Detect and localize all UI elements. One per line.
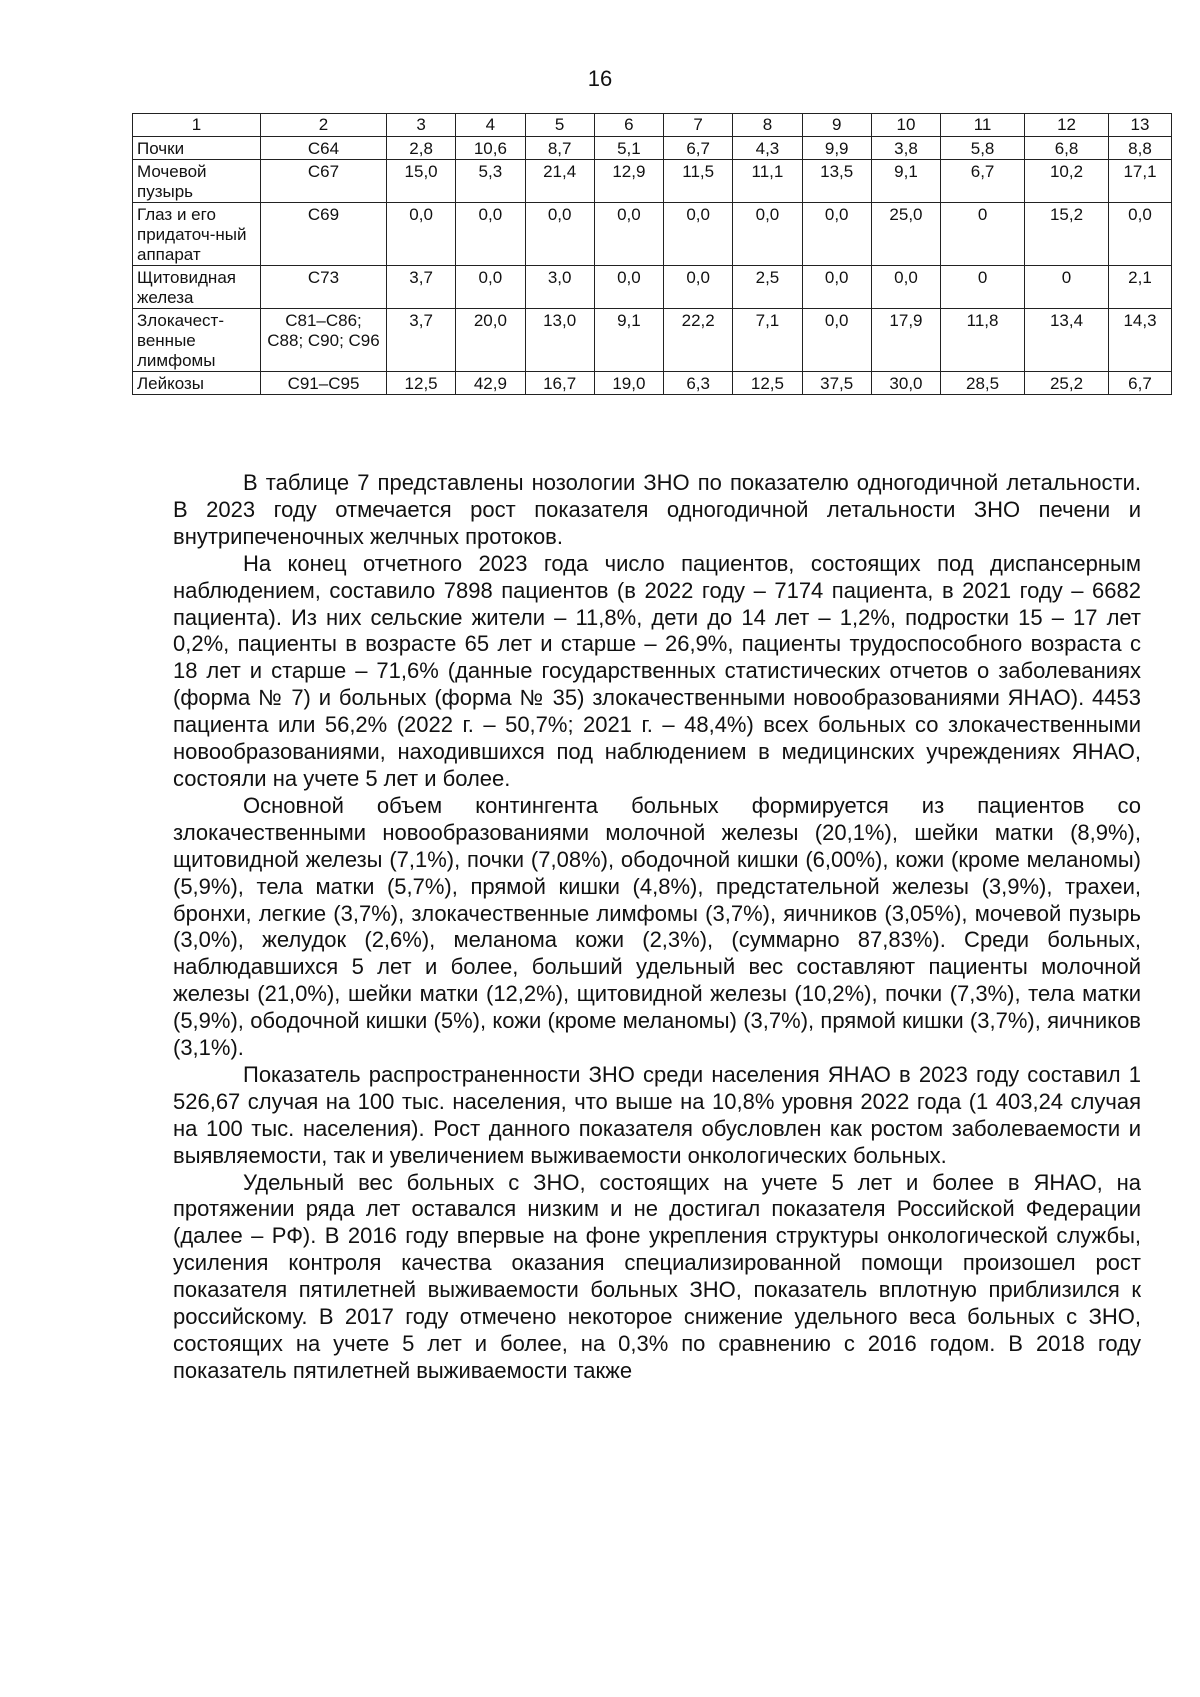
table-cell: 16,7 [525,372,594,395]
table-cell: 3,0 [525,266,594,309]
table-cell: 21,4 [525,160,594,203]
table-cell: 0,0 [664,266,733,309]
column-header: 1 [133,114,261,137]
table-cell: 0,0 [594,266,663,309]
table-cell: 0,0 [456,266,525,309]
table-cell: 22,2 [664,309,733,372]
row-name: Почки [133,137,261,160]
table-cell: 0,0 [802,309,871,372]
page-number: 16 [587,66,613,91]
table-cell: 0,0 [871,266,940,309]
table-cell: 11,5 [664,160,733,203]
table-cell: 6,8 [1025,137,1109,160]
table-cell: 19,0 [594,372,663,395]
table-row [133,266,1172,309]
table-cell: 15,0 [386,160,455,203]
row-code: С67 [261,160,387,203]
column-header: 12 [1025,114,1109,137]
paragraph: На конец отчетного 2023 года число пациентов, состоящих под диспансерным наблюдением, составило 7898 пациентов (в 2022 году – 7174 пациента, в 2021 году – 6682 пациента). Из них сельские жители – 11,8%, дети до 14 лет – 1,2%, подростки 15 – 17 лет 0,2%, пациенты в возрасте 65 лет и старше – 26,9%, пациенты трудоспособного возраста с 18 лет и старше – 71,6% (данные государственных статистических отчетов о заболеваниях (форма № 7) и больных (форма № 35) злокачественными новообразованиями ЯНАО). 4453 пациента или 56,2% (2022 г. – 50,7%; 2021 г. – 48,4%) всех больных со злокачественными новообразованиями, находившихся под наблюдением в медицинских учреждениях ЯНАО, состояли на учете 5 лет и более. [173,550,1141,791]
table-cell: 15,2 [1025,203,1109,266]
column-header: 6 [594,114,663,137]
row-name: Щитовидная железа [133,266,261,309]
table-header [133,114,1172,137]
table-cell: 5,3 [456,160,525,203]
table-cell: 6,7 [1109,372,1172,395]
table-cell: 6,7 [941,160,1025,203]
table-cell: 5,8 [941,137,1025,160]
table-cell: 0,0 [594,203,663,266]
data-table [132,113,1172,395]
body-text [173,470,1141,1385]
column-header: 5 [525,114,594,137]
table-cell: 3,7 [386,309,455,372]
column-header: 9 [802,114,871,137]
row-name: Лейкозы [133,372,261,395]
table-cell: 0,0 [664,203,733,266]
paragraph: В таблице 7 представлены нозологии ЗНО по показателю одногодичной летальности. В 2023 году отмечается рост показателя одногодичной летальности ЗНО печени и внутрипеченочных желчных протоков. [173,470,1141,549]
column-header: 11 [941,114,1025,137]
column-header: 10 [871,114,940,137]
table-cell: 8,7 [525,137,594,160]
paragraph: Показатель распространенности ЗНО среди населения ЯНАО в 2023 году составил 1 526,67 случая на 100 тыс. населения, что выше на 10,8% уровня 2022 года (1 403,24 случая на 100 тыс. населения). Рост данного показателя обусловлен как ростом заболеваемости и выявляемости, так и увеличением выживаемости онкологических больных. [173,1061,1141,1168]
row-code: С73 [261,266,387,309]
table-row [133,203,1172,266]
table-row [133,309,1172,372]
column-header: 8 [733,114,802,137]
table-cell: 0,0 [456,203,525,266]
table-cell: 12,9 [594,160,663,203]
table-row [133,137,1172,160]
column-header: 7 [664,114,733,137]
table-cell: 0 [1025,266,1109,309]
table-cell: 2,8 [386,137,455,160]
row-code: С64 [261,137,387,160]
table-cell: 17,9 [871,309,940,372]
table-cell: 0 [941,203,1025,266]
table-cell: 9,1 [594,309,663,372]
table-cell: 13,5 [802,160,871,203]
table-cell: 4,3 [733,137,802,160]
table-cell: 0,0 [386,203,455,266]
table-cell: 9,1 [871,160,940,203]
table-cell: 6,7 [664,137,733,160]
column-header: 13 [1109,114,1172,137]
table-cell: 30,0 [871,372,940,395]
table-cell: 42,9 [456,372,525,395]
table-cell: 20,0 [456,309,525,372]
table-cell: 9,9 [802,137,871,160]
table-body [133,137,1172,395]
table-cell: 3,7 [386,266,455,309]
table-cell: 6,3 [664,372,733,395]
table-cell: 0 [941,266,1025,309]
paragraph: Удельный вес больных с ЗНО, состоящих на учете 5 лет и более в ЯНАО, на протяжении ряда лет оставался низким и не достигал показателя Российской Федерации (далее – РФ). В 2016 году впервые на фоне укрепления структуры онкологической службы, усиления контроля качества оказания специализированной помощи произошел рост показателя пятилетней выживаемости больных ЗНО, показатель вплотную приблизился к российскому. В 2017 году отмечено некоторое снижение удельного веса больных с ЗНО, состоящих на учете 5 лет и более, на 0,3% по сравнению с 2016 годом. В 2018 году показатель пятилетней выживаемости также [173,1169,1141,1383]
table-cell: 0,0 [802,203,871,266]
table-cell: 7,1 [733,309,802,372]
row-name: Мочевой пузырь [133,160,261,203]
table-cell: 0,0 [525,203,594,266]
column-header: 3 [386,114,455,137]
table-cell: 25,2 [1025,372,1109,395]
table-cell: 11,8 [941,309,1025,372]
table-cell: 14,3 [1109,309,1172,372]
table-cell: 0,0 [733,203,802,266]
table-row [133,160,1172,203]
table-cell: 8,8 [1109,137,1172,160]
table-cell: 28,5 [941,372,1025,395]
table-cell: 25,0 [871,203,940,266]
table-cell: 0,0 [1109,203,1172,266]
row-code: С81–С86; С88; С90; С96 [261,309,387,372]
table-cell: 2,5 [733,266,802,309]
column-header: 2 [261,114,387,137]
row-name: Злокачест-венные лимфомы [133,309,261,372]
table-cell: 13,0 [525,309,594,372]
table-row [133,372,1172,395]
table-cell: 10,6 [456,137,525,160]
table-cell: 13,4 [1025,309,1109,372]
table-cell: 0,0 [802,266,871,309]
table-cell: 5,1 [594,137,663,160]
paragraph: Основной объем контингента больных формируется из пациентов со злокачественными новообразованиями молочной железы (20,1%), шейки матки (8,9%), щитовидной железы (7,1%), почки (7,08%), ободочной кишки (6,00%), кожи (кроме меланомы) (5,9%), тела матки (5,7%), прямой кишки (4,8%), предстательной железы (3,9%), трахеи, бронхи, легкие (3,7%), злокачественные лимфомы (3,7%), яичников (3,05%), мочевой пузырь (3,0%), желудок (2,6%), меланома кожи (2,3%), (суммарно 87,83%). Среди больных, наблюдавшихся 5 лет и более, больший удельный вес составляют пациенты молочной железы (21,0%), шейки матки (12,2%), щитовидной железы (10,2%), почки (7,3%), тела матки (5,9%), ободочной кишки (5%), кожи (кроме меланомы) (3,7%), прямой кишки (3,7%), яичников (3,1%). [173,792,1141,1061]
table-cell: 12,5 [386,372,455,395]
row-code: С91–С95 [261,372,387,395]
table-cell: 17,1 [1109,160,1172,203]
table-cell: 37,5 [802,372,871,395]
table-cell: 2,1 [1109,266,1172,309]
column-header: 4 [456,114,525,137]
row-code: С69 [261,203,387,266]
table-cell: 11,1 [733,160,802,203]
header-row [133,114,1172,137]
table-cell: 10,2 [1025,160,1109,203]
table-cell: 3,8 [871,137,940,160]
row-name: Глаз и его придаточ-ный аппарат [133,203,261,266]
table-cell: 12,5 [733,372,802,395]
